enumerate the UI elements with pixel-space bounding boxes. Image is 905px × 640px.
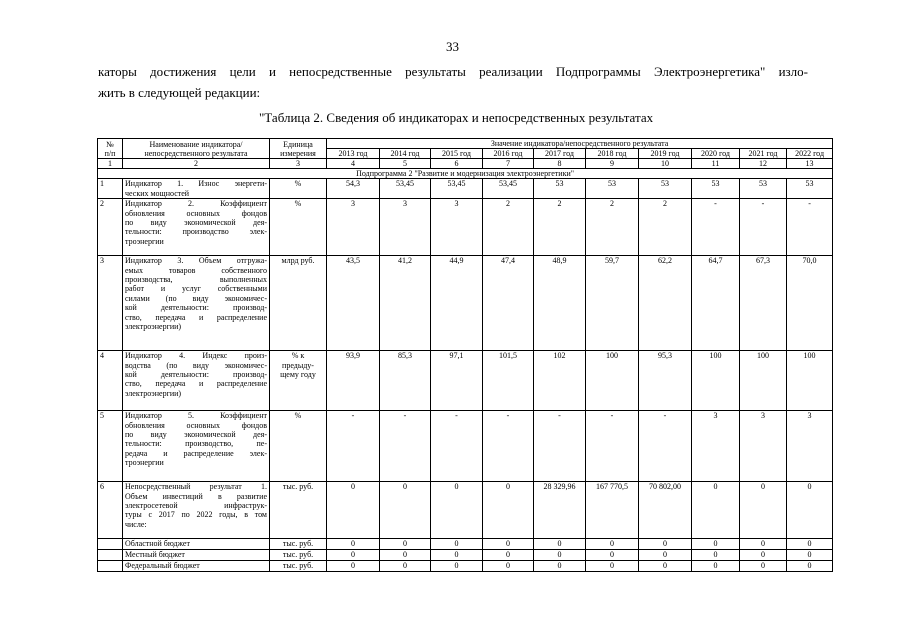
value-cell: 95,3 [639, 351, 692, 411]
value-cell: 2 [639, 199, 692, 256]
value-cell: 0 [534, 561, 586, 572]
row-number [98, 561, 123, 572]
value-cell: - [692, 199, 740, 256]
indicator-name-line: емых товаров собственного [125, 265, 267, 275]
value-cell: - [431, 411, 483, 482]
unit-line: % [294, 411, 302, 421]
value-cell: 64,7 [692, 256, 740, 351]
value-cell: 47,4 [483, 256, 534, 351]
intro-line-2: жить в следующей редакции: [98, 85, 261, 100]
indicator-name [123, 539, 270, 550]
unit-of-measure [270, 561, 327, 572]
header-year: 2022 год [787, 149, 833, 159]
value-cell: 0 [787, 561, 833, 572]
indicator-name-line: электроэнергии) [125, 388, 182, 398]
value-cell: 0 [692, 539, 740, 550]
indicator-name-line: Индикатор 4. Индекс произ- [125, 351, 267, 361]
value-cell: 100 [692, 351, 740, 411]
value-cell: 53 [740, 179, 787, 199]
header-num-line: № [106, 139, 114, 149]
unit-of-measure [270, 411, 327, 482]
header-name [123, 139, 270, 159]
column-number: 5 [380, 159, 431, 169]
indicator-name-line: электросетевой инфраструк- [125, 501, 267, 511]
header-num-line: п/п [104, 148, 116, 158]
column-number: 13 [787, 159, 833, 169]
indicator-name-line: Индикатор 5. Коэффициент [125, 411, 267, 421]
table-row [98, 411, 833, 482]
indicators-table [97, 138, 833, 572]
value-cell: 2 [483, 199, 534, 256]
value-cell: 3 [740, 411, 787, 482]
value-cell: - [483, 411, 534, 482]
table-row [98, 179, 833, 199]
indicator-name-line: ство, передача и распределение [125, 312, 267, 322]
value-cell: - [740, 199, 787, 256]
indicator-name-line: обновления основных фондов [125, 420, 267, 430]
indicator-name [123, 256, 270, 351]
intro-paragraph [98, 61, 808, 103]
header-year: 2016 год [483, 149, 534, 159]
row-number: 1 [98, 179, 123, 199]
value-cell: 0 [483, 482, 534, 539]
value-cell: 0 [787, 550, 833, 561]
indicator-name-line: водства (по виду экономичес- [125, 360, 267, 370]
value-cell: 0 [483, 550, 534, 561]
unit-of-measure [270, 199, 327, 256]
value-cell: 53,45 [380, 179, 431, 199]
value-cell: - [534, 411, 586, 482]
value-cell: 53,45 [483, 179, 534, 199]
header-unit-line: Единица [283, 139, 313, 149]
unit-of-measure [270, 482, 327, 539]
value-cell: 101,5 [483, 351, 534, 411]
value-cell: 0 [380, 482, 431, 539]
value-cell: 43,5 [327, 256, 380, 351]
indicator-name-line: ческих мощностей [125, 188, 190, 198]
header-year: 2018 год [586, 149, 639, 159]
header-year: 2013 год [327, 149, 380, 159]
intro-line-1: каторы достижения цели и непосредственные результаты реализации Подпрограммы Электроэнергетика" изло- [98, 64, 808, 79]
row-number: 3 [98, 256, 123, 351]
column-number: 9 [586, 159, 639, 169]
indicator-name-line: производства, выполненных [125, 275, 267, 285]
indicators-table-wrapper [97, 138, 832, 572]
unit-line: тыс. руб. [282, 561, 314, 571]
header-year: 2019 год [639, 149, 692, 159]
value-cell: 41,2 [380, 256, 431, 351]
value-cell: 70,0 [787, 256, 833, 351]
indicator-name-line: Федеральный бюджет [125, 561, 200, 571]
subprogram-row [98, 169, 833, 179]
indicator-name-line: Индикатор 2. Коэффициент [125, 199, 267, 209]
value-cell: 3 [692, 411, 740, 482]
value-cell: 0 [483, 539, 534, 550]
value-cell: 0 [431, 550, 483, 561]
header-unit-line: измерения [280, 148, 316, 158]
indicator-name [123, 482, 270, 539]
value-cell: 97,1 [431, 351, 483, 411]
indicator-name-line: тельности: производство элек- [125, 227, 267, 237]
indicator-name [123, 550, 270, 561]
header-name-line: Наименование индикатора/ [149, 139, 243, 149]
column-number: 11 [692, 159, 740, 169]
column-number: 10 [639, 159, 692, 169]
header-year: 2015 год [431, 149, 483, 159]
value-cell: 0 [740, 539, 787, 550]
unit-line: млрд руб. [281, 256, 315, 266]
indicator-name-line: по виду экономической дея- [125, 218, 267, 228]
value-cell: 0 [380, 539, 431, 550]
column-number: 12 [740, 159, 787, 169]
value-cell: 0 [740, 550, 787, 561]
indicator-name-line: Индикатор 1. Износ энергети- [125, 179, 267, 189]
value-cell: 0 [431, 482, 483, 539]
header-name-line: непосредственного результата [144, 148, 248, 158]
row-number: 4 [98, 351, 123, 411]
indicator-name-line: по виду экономической дея- [125, 430, 267, 440]
unit-of-measure [270, 179, 327, 199]
indicator-name-line: обновления основных фондов [125, 208, 267, 218]
indicator-name [123, 351, 270, 411]
indicator-name-line: кой деятельности: производ- [125, 370, 267, 380]
header-num [98, 139, 123, 159]
header-row-1 [98, 139, 833, 149]
page-number: 33 [446, 39, 459, 54]
header-unit [270, 139, 327, 159]
value-cell: 53 [534, 179, 586, 199]
indicator-name-line: тельности: производство, пе- [125, 439, 267, 449]
value-cell: 53 [787, 179, 833, 199]
unit-line: % [294, 179, 302, 189]
table-row [98, 199, 833, 256]
unit-line: % [294, 199, 302, 209]
value-cell: 0 [586, 561, 639, 572]
header-year: 2014 год [380, 149, 431, 159]
indicator-name [123, 179, 270, 199]
unit-line: тыс. руб. [282, 482, 314, 492]
value-cell: 100 [740, 351, 787, 411]
value-cell: 62,2 [639, 256, 692, 351]
value-cell: 70 802,00 [639, 482, 692, 539]
value-cell: 0 [639, 561, 692, 572]
value-cell: 0 [586, 539, 639, 550]
subprogram-title: Подпрограмма 2 "Развитие и модернизация электроэнергетики" [98, 169, 833, 179]
column-number: 4 [327, 159, 380, 169]
table-row [98, 256, 833, 351]
indicator-name-line: работ и услуг собственными [125, 284, 267, 294]
unit-line: щему году [280, 370, 316, 380]
value-cell: 2 [586, 199, 639, 256]
row-number: 2 [98, 199, 123, 256]
value-cell: 0 [740, 482, 787, 539]
value-cell: 53 [639, 179, 692, 199]
header-year: 2017 год [534, 149, 586, 159]
value-cell: 0 [327, 561, 380, 572]
value-cell: - [586, 411, 639, 482]
indicator-name-line: Объем инвестиций в развитие [125, 491, 267, 501]
value-cell: 3 [431, 199, 483, 256]
value-cell: 2 [534, 199, 586, 256]
value-cell: 0 [327, 482, 380, 539]
table-row [98, 482, 833, 539]
indicator-name-line: электроэнергии) [125, 322, 182, 332]
table-title: "Таблица 2. Сведения об индикаторах и непосредственных результатах [259, 110, 654, 125]
indicator-name-line: силами (по виду экономичес- [125, 293, 267, 303]
table-row [98, 561, 833, 572]
value-cell: 167 770,5 [586, 482, 639, 539]
indicator-name-line: Непосредственный результат 1. [125, 482, 267, 492]
value-cell: 67,3 [740, 256, 787, 351]
row-number: 6 [98, 482, 123, 539]
column-numbers-row [98, 159, 833, 169]
value-cell: 44,9 [431, 256, 483, 351]
indicator-name-line: Областной бюджет [125, 539, 190, 549]
value-cell: 54,3 [327, 179, 380, 199]
value-cell: 0 [740, 561, 787, 572]
indicator-name [123, 411, 270, 482]
value-cell: 28 329,96 [534, 482, 586, 539]
indicator-name-line: туры с 2017 по 2022 годы, в том [125, 510, 267, 520]
indicator-name [123, 561, 270, 572]
value-cell: 0 [787, 539, 833, 550]
unit-line: % к [291, 351, 305, 361]
unit-of-measure [270, 256, 327, 351]
column-number: 2 [123, 159, 270, 169]
value-cell: 53,45 [431, 179, 483, 199]
value-cell: 3 [787, 411, 833, 482]
value-cell: 100 [787, 351, 833, 411]
indicator-name-line: числе: [125, 519, 147, 529]
value-cell: - [787, 199, 833, 256]
value-cell: 0 [534, 550, 586, 561]
indicator-name-line: Местный бюджет [125, 550, 185, 560]
value-cell: 0 [380, 550, 431, 561]
indicator-name-line: Индикатор 3. Объем отгружа- [125, 256, 267, 266]
column-number: 1 [98, 159, 123, 169]
column-number: 7 [483, 159, 534, 169]
row-number [98, 550, 123, 561]
indicator-name-line: троэнергии [125, 458, 164, 468]
value-cell: 0 [692, 561, 740, 572]
indicator-name-line: троэнергии [125, 236, 164, 246]
value-cell: 59,7 [586, 256, 639, 351]
indicator-name [123, 199, 270, 256]
column-number: 6 [431, 159, 483, 169]
unit-line: тыс. руб. [282, 539, 314, 549]
value-cell: 0 [431, 539, 483, 550]
value-cell: 0 [639, 550, 692, 561]
header-year: 2020 год [692, 149, 740, 159]
value-cell: 0 [431, 561, 483, 572]
header-year: 2021 год [740, 149, 787, 159]
row-number [98, 539, 123, 550]
unit-line: тыс. руб. [282, 550, 314, 560]
indicator-name-line: редача и распределение элек- [125, 448, 267, 458]
value-cell: 53 [586, 179, 639, 199]
value-cell: 0 [534, 539, 586, 550]
table-row [98, 351, 833, 411]
indicator-name-line: кой деятельности: производ- [125, 303, 267, 313]
column-number: 8 [534, 159, 586, 169]
unit-of-measure [270, 351, 327, 411]
table-row [98, 539, 833, 550]
value-cell: - [380, 411, 431, 482]
value-cell: 0 [483, 561, 534, 572]
column-number: 3 [270, 159, 327, 169]
value-cell: 0 [692, 550, 740, 561]
value-cell: - [327, 411, 380, 482]
value-cell: 85,3 [380, 351, 431, 411]
unit-of-measure [270, 539, 327, 550]
value-cell: 3 [380, 199, 431, 256]
value-cell: - [639, 411, 692, 482]
value-cell: 0 [327, 539, 380, 550]
unit-of-measure [270, 550, 327, 561]
value-cell: 0 [639, 539, 692, 550]
value-cell: 3 [327, 199, 380, 256]
value-cell: 0 [692, 482, 740, 539]
value-cell: 48,9 [534, 256, 586, 351]
value-cell: 0 [787, 482, 833, 539]
value-cell: 53 [692, 179, 740, 199]
value-cell: 102 [534, 351, 586, 411]
row-number: 5 [98, 411, 123, 482]
value-cell: 0 [380, 561, 431, 572]
indicator-name-line: ство, передача и распределение [125, 379, 267, 389]
table-row [98, 550, 833, 561]
header-value-group: Значение индикатора/непосредственного результата [327, 139, 833, 149]
value-cell: 0 [586, 550, 639, 561]
unit-line: предыду- [282, 360, 314, 370]
value-cell: 93,9 [327, 351, 380, 411]
value-cell: 0 [327, 550, 380, 561]
value-cell: 100 [586, 351, 639, 411]
